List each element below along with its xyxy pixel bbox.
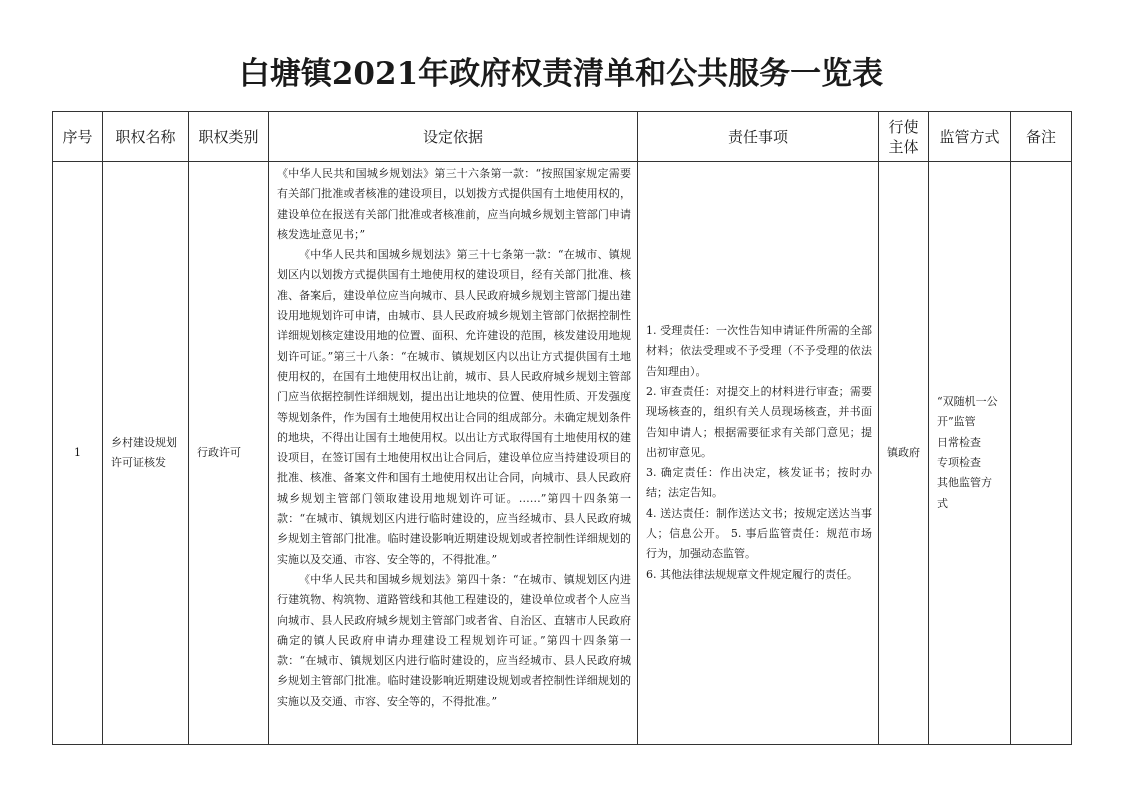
supervision-item: “双随机一公开”监管 bbox=[937, 395, 998, 429]
page-title: 白塘镇2021年政府权责清单和公共服务一览表 bbox=[238, 56, 884, 92]
table-row bbox=[53, 162, 1072, 745]
basis-paragraph: 《中华人民共和国城乡规划法》第三十六条第一款：“按照国家规定需要有关部门批准或者核准的建设项目，以划拨方式提供国有土地使用权的，建设单位在报送有关部门批准或者核准前，应当向城乡规划主管部门申请核发选址意见书；” bbox=[277, 167, 631, 241]
cell-basis bbox=[269, 162, 638, 745]
cell-duties bbox=[638, 162, 879, 745]
supervision-item: 日常检查 bbox=[937, 435, 981, 449]
header-seq: 序号 bbox=[53, 112, 103, 162]
header-remarks: 备注 bbox=[1011, 112, 1072, 162]
cell-name: 乡村建设规划许可证核发 bbox=[103, 162, 189, 745]
header-category: 职权类别 bbox=[189, 112, 269, 162]
cell-seq: 1 bbox=[53, 162, 103, 745]
duty-item: 6. 其他法律法规规章文件规定履行的责任。 bbox=[646, 567, 858, 581]
header-basis: 设定依据 bbox=[269, 112, 638, 162]
header-subject-line1: 行使 bbox=[888, 117, 919, 136]
supervision-item: 专项检查 bbox=[937, 456, 981, 469]
header-name: 职权名称 bbox=[103, 112, 189, 162]
cell-category: 行政许可 bbox=[189, 162, 269, 745]
duty-item: 2. 审查责任：对提交上的材料进行审查；需要现场核查的，组织有关人员现场核查，并书面告知申请人；根据需要征求有关部门意见；提出初审意见。 bbox=[646, 384, 872, 459]
header-supervision: 监管方式 bbox=[929, 112, 1011, 162]
cell-supervision bbox=[929, 162, 1011, 745]
supervision-item: 其他监管方式 bbox=[937, 476, 992, 510]
cell-subject: 镇政府 bbox=[879, 162, 929, 745]
table-header-row bbox=[53, 112, 1072, 162]
duty-item: 4. 送达责任：制作送达文书；按规定送达当事人；信息公开。 5. 事后监管责任：规范市场行为，加强动态监管。 bbox=[646, 506, 872, 561]
cell-remarks bbox=[1011, 162, 1072, 745]
basis-paragraph: 《中华人民共和国城乡规划法》第三十七条第一款：“在城市、镇规划区内以划拨方式提供国有土地使用权的建设项目，经有关部门批准、核准、备案后，建设单位应当向城市、县人民政府城乡规划主管部门提出建设用地规划许可申请，由城市、县人民政府城乡规划主管部门依据控制性详细规划核定建设用地的位置、面积、允许建设的范围，核发建设用地规划许可证。”第三十八条：“在城市、镇规划区内以出让方式提供国有土地使用权的，在国有土地使用权出让前，城市、县人民政府城乡规划主管部门应当依据控制性详细规划，提出出让地块的位置、使用性质、开发强度等规划条件，作为国有土地使用权出让合同的组成部分。未确定规划条件的地块，不得出让国有土地使用权。以出让方式取得国有土地使用权的建设项目，在签订国有土地使用权出让合同后，建设单位应当持建设项目的批准、核准、备案文件和国有土地使用权出让合同，向城市、县人民政府城乡规划主管部门领取建设用地规划许可证。……”第四十四条第一款：“在城市、镇规划区内进行临时建设的，应当经城市、县人民政府城乡规划主管部门批准。临时建设影响近期建设规划或者控制性详细规划的实施以及交通、市容、安全等的，不得批准。” bbox=[277, 248, 631, 566]
basis-paragraph: 《中华人民共和国城乡规划法》第四十条：“在城市、镇规划区内进行建筑物、构筑物、道路管线和其他工程建设的，建设单位或者个人应当向城市、县人民政府城乡规划主管部门或者省、自治区、直辖市人民政府确定的镇人民政府申请办理建设工程规划许可证。”第四十四条第一款：“在城市、镇规划区内进行临时建设的，应当经城市、县人民政府城乡规划主管部门批准。临时建设影响近期建设规划或者控制性详细规划的实施以及交通、市容、安全等的，不得批准。” bbox=[277, 572, 631, 708]
duty-item: 3. 确定责任：作出决定，核发证书；按时办结；法定告知。 bbox=[646, 466, 872, 500]
authority-table bbox=[52, 111, 1072, 745]
header-subject-line2: 主体 bbox=[888, 137, 919, 156]
header-subject bbox=[879, 112, 929, 162]
duty-item: 1. 受理责任：一次性告知申请证件所需的全部材料；依法受理或不予受理（不予受理的依法告知理由）。 bbox=[646, 324, 872, 378]
header-duties: 责任事项 bbox=[638, 112, 879, 162]
